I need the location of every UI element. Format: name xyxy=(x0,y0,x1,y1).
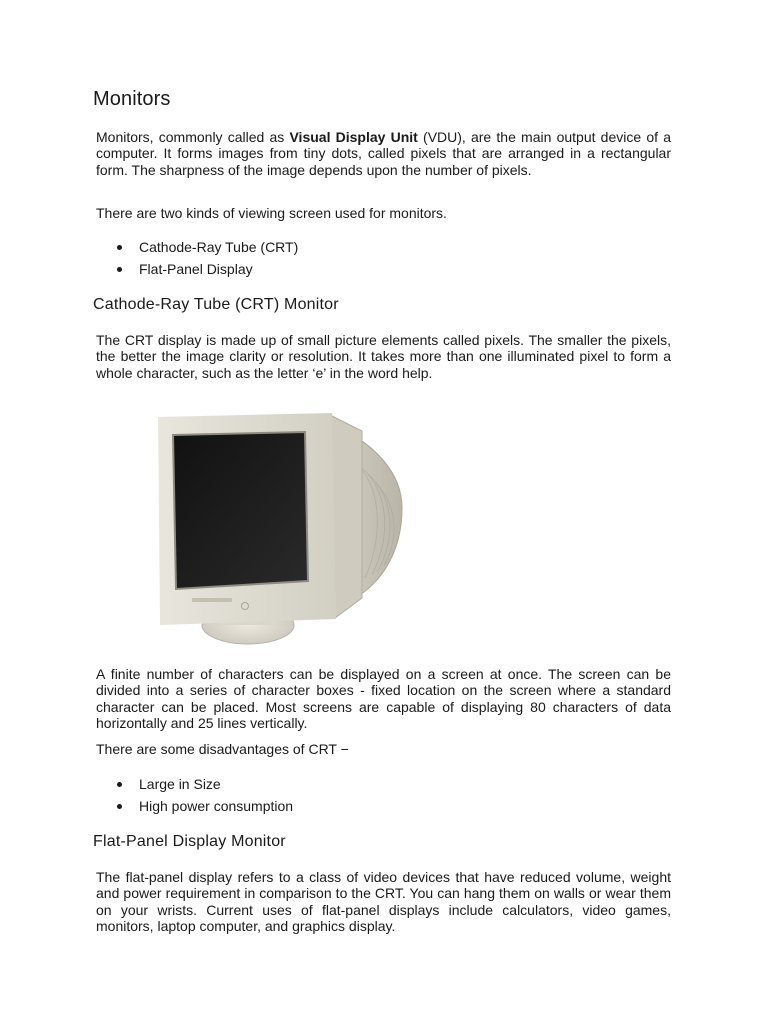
bullet-icon xyxy=(117,804,122,809)
crt-heading: Cathode-Ray Tube (CRT) Monitor xyxy=(93,296,339,313)
intro-bold-term: Visual Display Unit xyxy=(289,129,418,145)
list-item-label: Cathode-Ray Tube (CRT) xyxy=(139,239,299,255)
intro-paragraph xyxy=(96,129,671,178)
list-item xyxy=(96,238,298,260)
page-title: Monitors xyxy=(93,88,171,110)
list-item xyxy=(96,797,293,819)
list-item-label: Large in Size xyxy=(139,776,221,792)
list-item xyxy=(96,775,293,797)
crt-paragraph-2: A finite number of characters can be displayed on a screen at once. The screen can be divided into a series of character boxes - fixed location on the screen where a standard character can be placed. Most screens are capable of displaying 80 characters of data horizontally and 25 lines vertically. xyxy=(96,666,671,732)
bullet-icon xyxy=(117,267,122,272)
bullet-icon xyxy=(117,245,122,250)
crt-paragraph-1: The CRT display is made up of small picture elements called pixels. The smaller the pixels, the better the image clarity or resolution. It takes more than one illuminated pixel to form a whole character, such as the letter ‘e’ in the word help. xyxy=(96,332,671,381)
flat-panel-paragraph: The flat-panel display refers to a class of video devices that have reduced volume, weight and power requirement in comparison to the CRT. You can hang them on walls or wear them on your wrists. Current uses of flat-panel displays include calculators, video games, monitors, laptop computer, and graphics display. xyxy=(96,869,671,935)
screen-kinds-list xyxy=(96,238,298,282)
crt-disadvantages-intro: There are some disadvantages of CRT − xyxy=(96,741,349,757)
intro-text-start: Monitors, commonly called as xyxy=(96,129,290,145)
crt-disadvantages-list xyxy=(96,775,293,819)
list-item-label: High power consumption xyxy=(139,798,294,814)
flat-panel-heading: Flat-Panel Display Monitor xyxy=(93,833,286,850)
crt-monitor-image xyxy=(140,403,410,653)
bullet-icon xyxy=(117,782,122,787)
intro-kinds-sentence: There are two kinds of viewing screen used for monitors. xyxy=(96,205,447,221)
intro-text-end: (VDU), are the main output device of a computer. It forms images from tiny dots, called pixels that are arranged in a rectangular form. The sharpness of the image depends upon the number of pixels. xyxy=(96,129,671,178)
list-item-label: Flat-Panel Display xyxy=(139,261,253,277)
list-item xyxy=(96,260,298,282)
